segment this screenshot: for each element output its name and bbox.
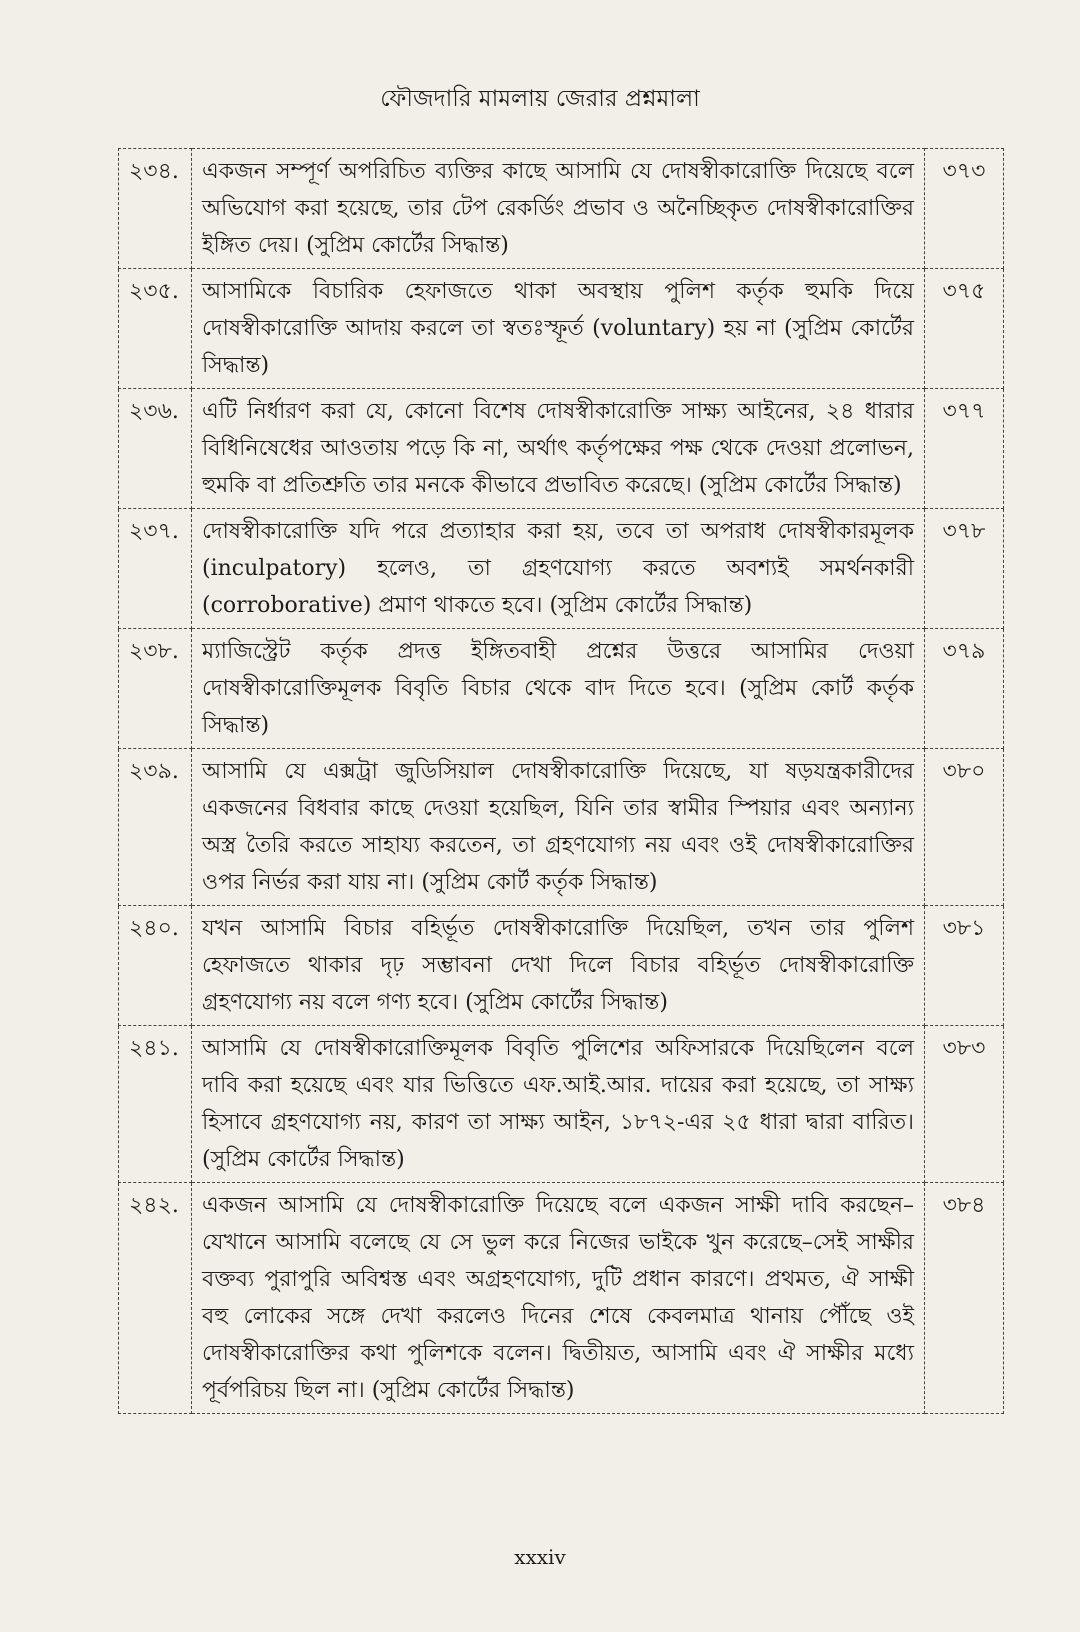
- table-row: [119, 906, 1004, 1026]
- entry-number: ২৩৬.: [119, 389, 192, 509]
- contents-table: [118, 148, 1004, 1414]
- entry-number: ২৩৭.: [119, 509, 192, 629]
- entry-text: ম্যাজিস্ট্রেট কর্তৃক প্রদত্ত ইঙ্গিতবাহী প্রশ্নের উত্তরে আসামির দেওয়া দোষস্বীকারোক্তিমূলক বিবৃতি বিচার থেকে বাদ দিতে হবে। (সুপ্রিম কোর্ট কর্তৃক সিদ্ধান্ত): [192, 629, 925, 749]
- table-row: [119, 1183, 1004, 1414]
- entry-text: আসামি যে এক্সট্রা জুডিসিয়াল দোষস্বীকারোক্তি দিয়েছে, যা ষড়যন্ত্রকারীদের একজনের বিধবার কাছে দেওয়া হয়েছিল, যিনি তার স্বামীর স্পিয়ার এবং অন্যান্য অস্ত্র তৈরি করতে সাহায্য করতেন, তা গ্রহণযোগ্য নয় এবং ওই দোষস্বীকারোক্তির ওপর নির্ভর করা যায় না। (সুপ্রিম কোর্ট কর্তৃক সিদ্ধান্ত): [192, 749, 925, 906]
- entry-text: এটি নির্ধারণ করা যে, কোনো বিশেষ দোষস্বীকারোক্তি সাক্ষ্য আইনের, ২৪ ধারার বিধিনিষেধের আওতায় পড়ে কি না, অর্থাৎ কর্তৃপক্ষের পক্ষ থেকে দেওয়া প্রলোভন, হুমকি বা প্রতিশ্রুতি তার মনকে কীভাবে প্রভাবিত করেছে। (সুপ্রিম কোর্টের সিদ্ধান্ত): [192, 389, 925, 509]
- entry-page: ৩৮০: [925, 749, 1004, 906]
- entry-text: একজন সম্পূর্ণ অপরিচিত ব্যক্তির কাছে আসামি যে দোষস্বীকারোক্তি দিয়েছে বলে অভিযোগ করা হয়েছে, তার টেপ রেকর্ডিং প্রভাব ও অনৈচ্ছিকৃত দোষস্বীকারোক্তির ইঙ্গিত দেয়। (সুপ্রিম কোর্টের সিদ্ধান্ত): [192, 149, 925, 269]
- table-row: [119, 149, 1004, 269]
- entry-page: ৩৭৫: [925, 269, 1004, 389]
- entry-number: ২৩৫.: [119, 269, 192, 389]
- entry-page: ৩৭৮: [925, 509, 1004, 629]
- entry-text: আসামি যে দোষস্বীকারোক্তিমূলক বিবৃতি পুলিশের অফিসারকে দিয়েছিলেন বলে দাবি করা হয়েছে এবং যার ভিত্তিতে এফ.আই.আর. দায়ের করা হয়েছে, তা সাক্ষ্য হিসাবে গ্রহণযোগ্য নয়, কারণ তা সাক্ষ্য আইন, ১৮৭২-এর ২৫ ধারা দ্বারা বারিত। (সুপ্রিম কোর্টের সিদ্ধান্ত): [192, 1026, 925, 1183]
- entry-page: ৩৭৯: [925, 629, 1004, 749]
- entry-number: ২৩৪.: [119, 149, 192, 269]
- entry-number: ২৪০.: [119, 906, 192, 1026]
- entry-page: ৩৮৪: [925, 1183, 1004, 1414]
- table-row: [119, 1026, 1004, 1183]
- entry-text: একজন আসামি যে দোষস্বীকারোক্তি দিয়েছে বলে একজন সাক্ষী দাবি করছেন– যেখানে আসামি বলেছে যে সে ভুল করে নিজের ভাইকে খুন করেছে–সেই সাক্ষীর বক্তব্য পুরাপুরি অবিশ্বস্ত এবং অগ্রহণযোগ্য, দুটি প্রধান কারণে। প্রথমত, ঐ সাক্ষী বহু লোকের সঙ্গে দেখা করলেও দিনের শেষে কেবলমাত্র থানায় পৌঁছে ওই দোষস্বীকারোক্তির কথা পুলিশকে বলেন। দ্বিতীয়ত, আসামি এবং ঐ সাক্ষীর মধ্যে পূর্বপরিচয় ছিল না। (সুপ্রিম কোর্টের সিদ্ধান্ত): [192, 1183, 925, 1414]
- table-row: [119, 629, 1004, 749]
- entry-text: যখন আসামি বিচার বহির্ভূত দোষস্বীকারোক্তি দিয়েছিল, তখন তার পুলিশ হেফাজতে থাকার দৃঢ় সম্ভাবনা দেখা দিলে বিচার বহির্ভূত দোষস্বীকারোক্তি গ্রহণযোগ্য নয় বলে গণ্য হবে। (সুপ্রিম কোর্টের সিদ্ধান্ত): [192, 906, 925, 1026]
- entry-page: ৩৮৩: [925, 1026, 1004, 1183]
- entry-number: ২৪২.: [119, 1183, 192, 1414]
- table-row: [119, 269, 1004, 389]
- entry-page: ৩৭৩: [925, 149, 1004, 269]
- entry-page: ৩৮১: [925, 906, 1004, 1026]
- entry-page: ৩৭৭: [925, 389, 1004, 509]
- entry-text: দোষস্বীকারোক্তি যদি পরে প্রত্যাহার করা হয়, তবে তা অপরাধ দোষস্বীকারমূলক (inculpatory) হলেও, তা গ্রহণযোগ্য করতে অবশ্যই সমর্থনকারী (corroborative) প্রমাণ থাকতে হবে। (সুপ্রিম কোর্টের সিদ্ধান্ত): [192, 509, 925, 629]
- entry-number: ২৪১.: [119, 1026, 192, 1183]
- entry-number: ২৩৯.: [119, 749, 192, 906]
- page-number: xxxiv: [514, 1545, 566, 1569]
- table-row: [119, 509, 1004, 629]
- table-row: [119, 749, 1004, 906]
- table-row: [119, 389, 1004, 509]
- entry-text: আসামিকে বিচারিক হেফাজতে থাকা অবস্থায় পুলিশ কর্তৃক হুমকি দিয়ে দোষস্বীকারোক্তি আদায় করলে তা স্বতঃস্ফূর্ত (voluntary) হয় না (সুপ্রিম কোর্টের সিদ্ধান্ত): [192, 269, 925, 389]
- entry-number: ২৩৮.: [119, 629, 192, 749]
- running-header: ফৌজদারি মামলায় জেরার প্রশ্নমালা: [380, 86, 700, 112]
